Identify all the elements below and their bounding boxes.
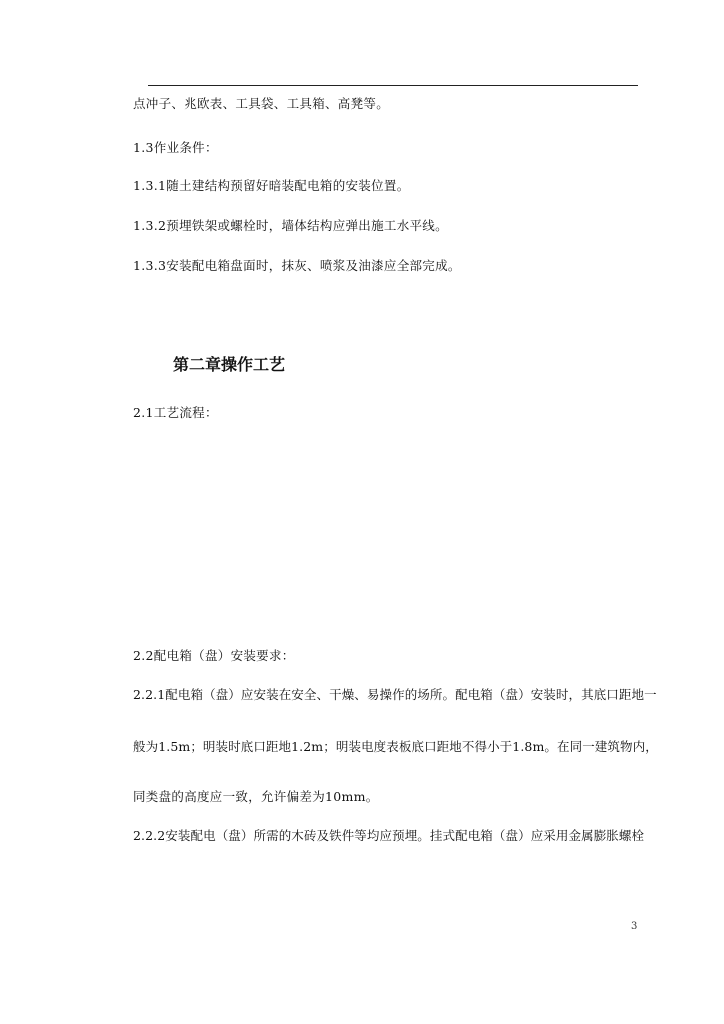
- item-1-3-1: 1.3.1随土建结构预留好暗装配电箱的安装位置。: [133, 178, 410, 193]
- page-number: 3: [631, 921, 638, 932]
- text-line-tools: 点冲子、兆欧表、工具袋、工具箱、高凳等。: [133, 96, 390, 111]
- item-1-3-2: 1.3.2预埋铁架或螺栓时，墙体结构应弹出施工水平线。: [133, 218, 448, 233]
- item-2-2-1-line-2: 般为1.5m；明装时底口距地1.2m；明装电度表板底口距地不得小于1.8m。在同一建筑物内，: [133, 739, 658, 754]
- header-rule: [148, 85, 638, 86]
- item-2-2-1-line-3: 同类盘的高度应一致，允许偏差为10mm。: [133, 789, 379, 804]
- chapter-2-heading: 第二章操作工艺: [173, 355, 286, 374]
- section-2-1-title: 2.1工艺流程：: [133, 405, 218, 420]
- item-1-3-3: 1.3.3安装配电箱盘面时，抹灰、喷浆及油漆应全部完成。: [133, 258, 461, 273]
- section-2-2-title: 2.2配电箱（盘）安装要求：: [133, 648, 295, 663]
- item-2-2-2-line-1: 2.2.2安装配电（盘）所需的木砖及铁件等均应预埋。挂式配电箱（盘）应采用金属膨胀螺栓: [133, 828, 645, 843]
- item-2-2-1-line-1: 2.2.1配电箱（盘）应安装在安全、干燥、易操作的场所。配电箱（盘）安装时，其底口距地一: [133, 687, 657, 702]
- section-1-3-title: 1.3作业条件：: [133, 140, 218, 155]
